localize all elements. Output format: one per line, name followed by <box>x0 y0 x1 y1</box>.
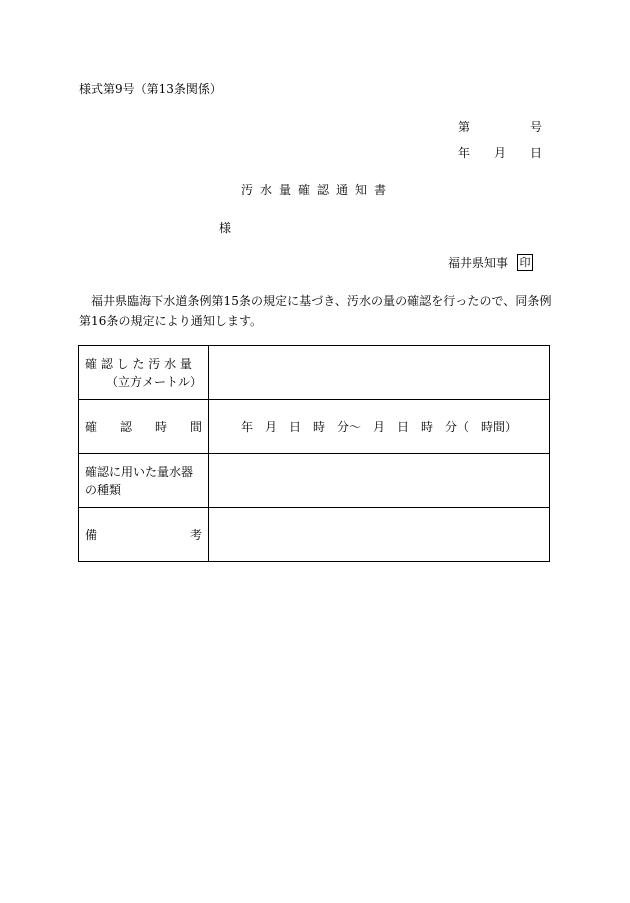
value-meter-type[interactable] <box>209 454 550 508</box>
label-line <box>85 355 202 373</box>
label-char: 時 <box>154 420 167 434</box>
seal-stamp: 印 <box>517 254 533 271</box>
issuer-block <box>448 254 533 271</box>
label-remarks <box>79 508 209 562</box>
label-unit: （立方メートル） <box>105 374 202 389</box>
table-row <box>79 400 550 454</box>
label-char: 考 <box>189 528 202 542</box>
form-number: 様式第9号（第13条関係） <box>79 82 222 96</box>
number-suffix: 号 <box>529 120 542 134</box>
document-title: 汚水量確認通知書 <box>240 183 393 197</box>
body-text: 福井県臨海下水道条例第15条の規定に基づき、汚水の量の確認を行ったので、同条例第16条の規定により通知します。 <box>79 294 552 328</box>
value-confirmed-time[interactable] <box>209 400 550 454</box>
addressee: 様 <box>219 221 232 235</box>
date-year: 年 <box>458 146 471 160</box>
label-meter-type: 確認に用いた量水器の種類 <box>79 454 209 508</box>
number-prefix: 第 <box>458 120 471 134</box>
value-remarks[interactable] <box>209 508 550 562</box>
table-row <box>79 508 550 562</box>
date-line <box>458 144 542 161</box>
table-row <box>79 454 550 508</box>
document-number-line <box>458 118 542 135</box>
label-char: 備 <box>85 528 98 542</box>
label-char: 確 <box>85 420 98 434</box>
date-month: 月 <box>493 146 506 160</box>
info-table <box>78 345 550 562</box>
table-row <box>79 346 550 400</box>
time-range-text: 年 月 日 時 分～ 月 日 時 分（ 時間） <box>240 420 517 434</box>
label-char: 間 <box>189 420 202 434</box>
label-confirmed-time <box>79 400 209 454</box>
value-confirmed-volume[interactable] <box>209 346 550 400</box>
date-day: 日 <box>529 146 542 160</box>
label-confirmed-volume <box>79 346 209 400</box>
label-text: 確 認 し た 汚 水 量 <box>85 356 192 371</box>
issuer-name: 福井県知事 <box>448 256 509 270</box>
label-char: 認 <box>119 420 132 434</box>
